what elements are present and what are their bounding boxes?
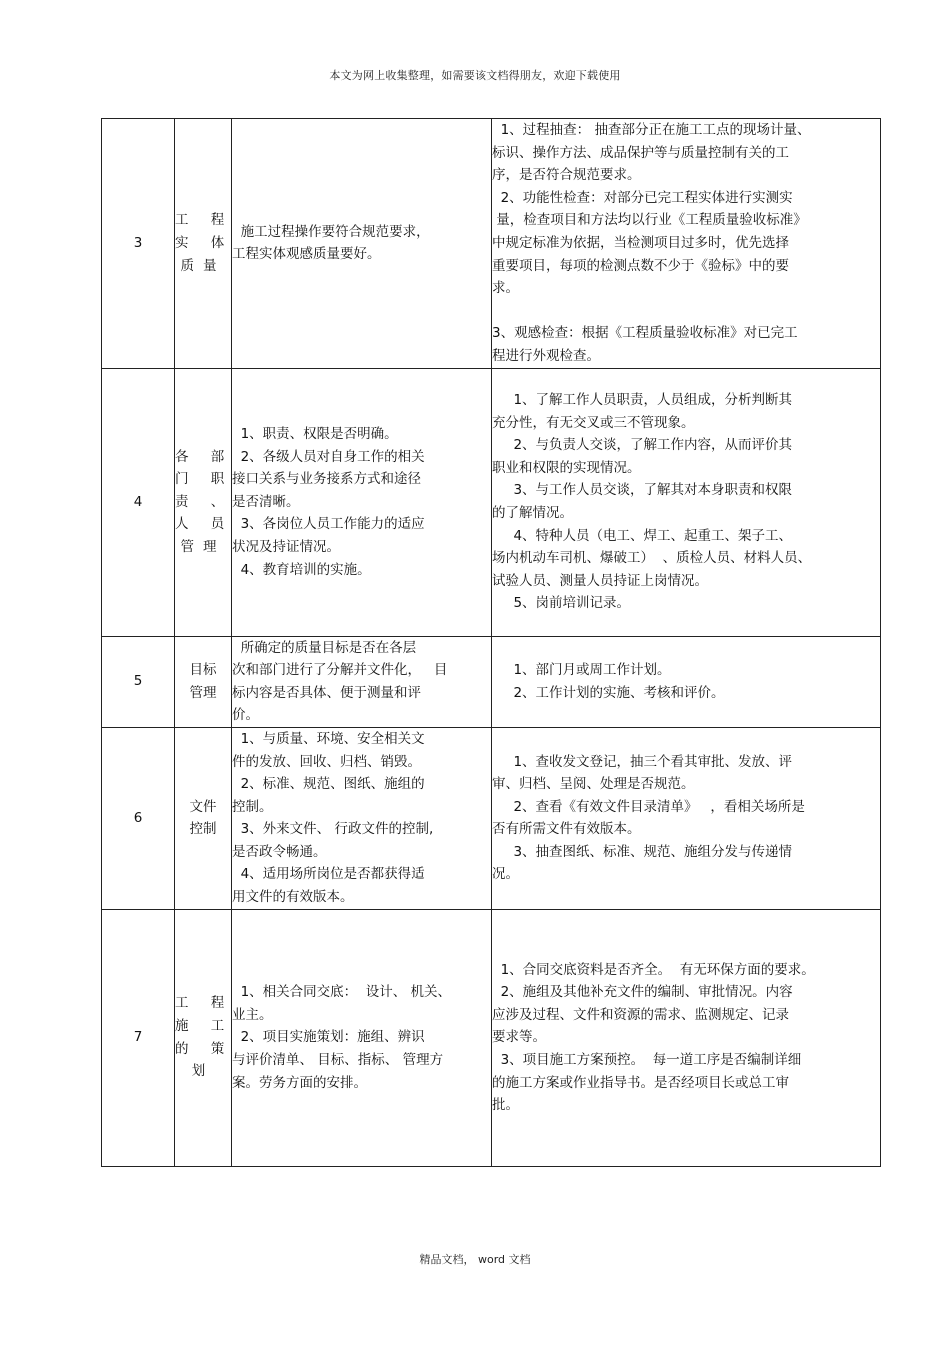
- method-line: 1、过程抽查： 抽查部分正在施工工点的现场计量、: [492, 122, 811, 138]
- method-line: 1、查收发文登记，抽三个看其审批、发放、评: [492, 753, 793, 770]
- item-line: 工 程: [175, 212, 234, 229]
- requirement-line: 1、与质量、环境、安全相关文: [232, 730, 425, 747]
- method-line: 场内机动车司机、爆破工） 、质检人员、材料人员、: [492, 550, 812, 567]
- requirement-line: 业主。: [232, 1006, 273, 1023]
- row-number: 7: [102, 909, 175, 1166]
- requirement-cell: [232, 119, 492, 369]
- method-line: 求。: [492, 280, 519, 297]
- method-line: 应涉及过程、文件和资源的需求、监测规定、记录: [492, 1006, 789, 1023]
- row-number: 5: [102, 636, 175, 727]
- requirement-line: 所确定的质量目标是否在各层: [232, 639, 417, 656]
- item-line: 文件: [189, 798, 217, 815]
- requirement-line: 3、各岗位人员工作能力的适应: [232, 516, 425, 533]
- method-cell: [492, 727, 881, 909]
- method-line: 量，检查项目和方法均以行业《工程质量验收标准》: [492, 212, 807, 229]
- row-number: 4: [102, 368, 175, 636]
- requirement-line: 施工过程操作要符合规范要求，: [232, 223, 430, 240]
- requirement-line: 是否清晰。: [232, 493, 300, 510]
- item-line: 质量: [180, 257, 226, 274]
- method-line: 批。: [492, 1097, 519, 1114]
- requirement-line: 控制。: [232, 798, 273, 815]
- item-line: 实 体: [175, 234, 234, 251]
- requirement-line: 2、项目实施策划：施组、辨识: [232, 1029, 425, 1046]
- method-line: 2、施组及其他补充文件的编制、审批情况。内容: [492, 984, 793, 1001]
- requirement-line: 4、教育培训的实施。: [232, 561, 371, 578]
- method-line: 审、归档、呈阅、处理是否规范。: [492, 776, 695, 793]
- method-line: 否有所需文件有效版本。: [492, 821, 641, 838]
- method-line: 职业和权限的实现情况。: [492, 459, 641, 476]
- item-line: 划: [191, 1063, 215, 1080]
- page-footer: 精品文档， word 文档: [419, 1253, 531, 1266]
- method-cell: [492, 636, 881, 727]
- method-line: 3、项目施工方案预控。 每一道工序是否编制详细: [492, 1051, 802, 1068]
- method-line: 况。: [492, 866, 519, 883]
- method-line: 的施工方案或作业指导书。是否经项目长或总工审: [492, 1074, 789, 1091]
- method-line: 序，是否符合规范要求。: [492, 167, 641, 184]
- method-line: 充分性，有无交叉或三不管现象。: [492, 414, 695, 431]
- table-row: [102, 636, 881, 727]
- inspection-item: [175, 727, 232, 909]
- requirement-cell: [232, 909, 492, 1166]
- item-line: 门 职: [175, 471, 234, 488]
- requirement-line: 与评价清单、 目标、指标、 管理方: [232, 1051, 444, 1068]
- requirement-line: 件的发放、回收、归档、销毁。: [232, 753, 421, 770]
- method-cell: [492, 119, 881, 369]
- method-line: 1、部门月或周工作计划。: [492, 662, 671, 679]
- item-line: 管理: [189, 684, 217, 701]
- table-row: [102, 368, 881, 636]
- requirement-line: 4、适用场所岗位是否都获得适: [232, 866, 425, 883]
- method-line: 1、了解工作人员职责，人员组成，分析判断其: [492, 392, 793, 409]
- method-line: 程进行外观检查。: [492, 347, 600, 364]
- requirement-line: 工程实体观感质量要好。: [232, 246, 381, 263]
- item-line: 控制: [189, 821, 217, 838]
- method-line: 中规定标准为依据，当检测项目过多时，优先选择: [492, 234, 789, 251]
- item-line: 的 策: [175, 1040, 234, 1057]
- item-line: 各 部: [175, 448, 234, 465]
- row-number: 6: [102, 727, 175, 909]
- requirement-cell: [232, 636, 492, 727]
- requirement-line: 2、各级人员对自身工作的相关: [232, 448, 425, 465]
- method-line: 重要项目，每项的检测点数不少于《验标》中的要: [492, 257, 789, 274]
- method-cell: [492, 368, 881, 636]
- method-line: 试验人员、测量人员持证上岗情况。: [492, 572, 708, 589]
- method-line: 5、岗前培训记录。: [492, 595, 631, 612]
- requirement-line: 次和部门进行了分解并文件化， 目: [232, 662, 448, 679]
- method-cell: [492, 909, 881, 1166]
- item-line: 责 、: [175, 493, 234, 510]
- table-row: [102, 727, 881, 909]
- inspection-item: [175, 368, 232, 636]
- requirement-cell: [232, 368, 492, 636]
- requirement-line: 是否政令畅通。: [232, 843, 327, 860]
- item-line: 工 程: [175, 995, 234, 1012]
- requirement-line: 1、相关合同交底： 设计、 机关、: [232, 984, 452, 1001]
- method-line: [492, 300, 880, 323]
- method-line: 3、观感检查：根据《工程质量验收标准》对已完工: [492, 325, 798, 342]
- item-line: 管理: [180, 538, 226, 555]
- requirement-line: 接口关系与业务接系方式和途径: [232, 471, 421, 488]
- table-row: [102, 119, 881, 369]
- method-line: 4、特种人员（电工、焊工、起重工、架子工、: [492, 527, 793, 544]
- item-line: 目标: [189, 662, 217, 679]
- requirement-line: 用文件的有效版本。: [232, 889, 354, 906]
- table-row: [102, 909, 881, 1166]
- method-line: 3、抽查图纸、标准、规范、施组分发与传递情: [492, 843, 793, 860]
- method-line: 要求等。: [492, 1029, 546, 1046]
- method-line: 2、功能性检查：对部分已完工程实体进行实测实: [492, 189, 793, 206]
- item-line: 施 工: [175, 1018, 234, 1035]
- requirement-line: 价。: [232, 707, 259, 724]
- item-line: 人 员: [175, 516, 234, 533]
- method-line: 1、合同交底资料是否齐全。 有无环保方面的要求。: [492, 961, 815, 978]
- inspection-item: [175, 119, 232, 369]
- row-number: 3: [102, 119, 175, 369]
- requirement-line: 案。劳务方面的安排。: [232, 1074, 367, 1091]
- requirement-line: 3、外来文件、 行政文件的控制,: [232, 821, 434, 838]
- inspection-item: [175, 909, 232, 1166]
- method-line: 2、查看《有效文件目录清单》 ，看相关场所是: [492, 798, 805, 815]
- requirement-line: 1、职责、权限是否明确。: [232, 425, 398, 442]
- inspection-item: [175, 636, 232, 727]
- requirement-line: 标内容是否具体、便于测量和评: [232, 684, 421, 701]
- method-line: 2、与负责人交谈，了解工作内容，从而评价其: [492, 437, 793, 454]
- method-line: 2、工作计划的实施、考核和评价。: [492, 684, 725, 701]
- method-line: 3、与工作人员交谈，了解其对本身职责和权限: [492, 482, 793, 499]
- page-header: 本文为网上收集整理，如需要该文档得朋友，欢迎下载使用: [329, 69, 621, 82]
- method-line: 标识、操作方法、成品保护等与质量控制有关的工: [492, 144, 789, 161]
- requirement-cell: [232, 727, 492, 909]
- inspection-table: [101, 118, 881, 1167]
- method-line: 的了解情况。: [492, 505, 573, 522]
- requirement-line: 状况及持证情况。: [232, 538, 340, 555]
- requirement-line: 2、标准、规范、图纸、施组的: [232, 776, 425, 793]
